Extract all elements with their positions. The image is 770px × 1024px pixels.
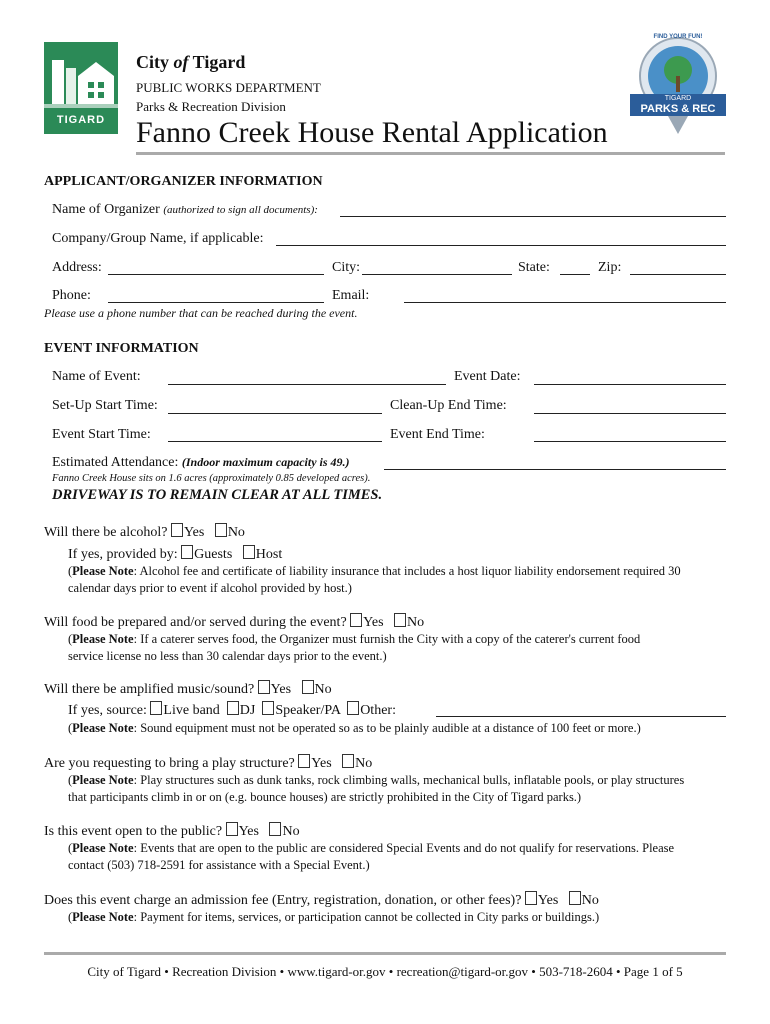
cleanup-field[interactable] (534, 413, 726, 414)
zip-field[interactable] (630, 274, 726, 275)
setup-field[interactable] (168, 413, 382, 414)
alcohol-note: (Please Note: Alcohol fee and certificate of liability insurance that includes a host liquor liability endorsement required 30 calendar days prior to event if alcohol provided by host.) (68, 564, 681, 595)
badge-top-text: FIND YOUR FUN! (653, 34, 703, 40)
fee-no-checkbox[interactable] (569, 891, 581, 905)
music-note: (Please Note: Sound equipment must not be operated so as to be plainly audible at a distance of 100 feet or more.) (68, 721, 641, 735)
city-label: City: (332, 260, 361, 275)
speaker-checkbox[interactable] (262, 701, 274, 715)
end-label: Event End Time: (390, 427, 485, 442)
phone-label: Phone: (52, 288, 91, 303)
event-name-field[interactable] (168, 384, 446, 385)
state-field[interactable] (560, 274, 590, 275)
food-note: (Please Note: If a caterer serves food, the Organizer must furnish the City with a copy of the caterer's current food service license no less than 30 calendar days prior to the event.) (68, 632, 641, 663)
play-question: Are you requesting to bring a play structure? Yes No (44, 756, 373, 771)
other-checkbox[interactable] (347, 701, 359, 715)
public-question: Is this event open to the public? Yes No (44, 824, 300, 839)
guests-checkbox[interactable] (181, 545, 193, 559)
address-label: Address: (52, 260, 102, 275)
alcohol-yes-checkbox[interactable] (171, 523, 183, 537)
play-yes-checkbox[interactable] (298, 754, 310, 768)
cleanup-label: Clean-Up End Time: (390, 398, 507, 413)
organizer-field[interactable] (340, 216, 726, 217)
public-note: (Please Note: Events that are open to the public are considered Special Events and do not qualify for reservations. Please contact (503) 718-2591 for assistance with a Special Event.) (68, 841, 675, 872)
department-name: PUBLIC WORKS DEPARTMENT (136, 80, 321, 95)
event-date-field[interactable] (534, 384, 726, 385)
applicant-heading: APPLICANT/ORGANIZER INFORMATION (44, 174, 323, 189)
email-field[interactable] (404, 302, 726, 303)
badge-main-text: PARKS & REC (640, 103, 716, 115)
phone-note: Please use a phone number that can be reached during the event. (44, 306, 358, 320)
attendance-label: Estimated Attendance: (Indoor maximum capacity is 49.) (52, 455, 350, 470)
organizer-label: Name of Organizer (authorized to sign all documents): (52, 202, 318, 217)
fee-question: Does this event charge an admission fee (Entry, registration, donation, or other fees)? Yes No (44, 893, 599, 908)
company-field[interactable] (276, 245, 726, 246)
acres-note: Fanno Creek House sits on 1.6 acres (approximately 0.85 developed acres). (52, 473, 371, 484)
music-yes-checkbox[interactable] (258, 680, 270, 694)
zip-label: Zip: (598, 260, 622, 275)
host-checkbox[interactable] (243, 545, 255, 559)
start-field[interactable] (168, 441, 382, 442)
parks-rec-badge (628, 30, 728, 136)
page-title: Fanno Creek House Rental Application (136, 116, 608, 149)
food-no-checkbox[interactable] (394, 613, 406, 627)
public-yes-checkbox[interactable] (226, 822, 238, 836)
email-label: Email: (332, 288, 370, 303)
play-no-checkbox[interactable] (342, 754, 354, 768)
music-source: If yes, source: Live band DJ Speaker/PA Other: (68, 703, 396, 718)
food-yes-checkbox[interactable] (350, 613, 362, 627)
fee-yes-checkbox[interactable] (525, 891, 537, 905)
fee-note: (Please Note: Payment for items, services, or participation cannot be collected in City parks or buildings.) (68, 910, 600, 924)
title-rule (136, 152, 725, 155)
dj-checkbox[interactable] (227, 701, 239, 715)
music-no-checkbox[interactable] (302, 680, 314, 694)
public-no-checkbox[interactable] (269, 822, 281, 836)
badge-small-text: TIGARD (664, 95, 692, 102)
music-question: Will there be amplified music/sound? Yes No (44, 682, 332, 697)
other-source-field[interactable] (436, 716, 726, 717)
event-date-label: Event Date: (454, 369, 521, 384)
event-name-label: Name of Event: (52, 369, 141, 384)
address-field[interactable] (108, 274, 324, 275)
live-band-checkbox[interactable] (150, 701, 162, 715)
play-note: (Please Note: Play structures such as dunk tanks, rock climbing walls, mechanical bulls, inflatable pools, or play structures that participants climb in or on (e.g. bounce houses) are strictly prohibited in the City of Tigard parks.) (68, 773, 685, 804)
setup-label: Set-Up Start Time: (52, 398, 158, 413)
division-name: Parks & Recreation Division (136, 99, 286, 114)
city-field[interactable] (362, 274, 512, 275)
company-label: Company/Group Name, if applicable: (52, 231, 264, 246)
alcohol-no-checkbox[interactable] (215, 523, 227, 537)
food-question: Will food be prepared and/or served during the event? Yes No (44, 615, 425, 630)
city-name: City of Tigard (136, 52, 246, 72)
end-field[interactable] (534, 441, 726, 442)
footer-rule (44, 952, 726, 955)
city-logo (44, 42, 118, 134)
start-label: Event Start Time: (52, 427, 151, 442)
alcohol-provider: If yes, provided by: Guests Host (68, 547, 283, 562)
alcohol-question: Will there be alcohol? Yes No (44, 525, 245, 540)
state-label: State: (518, 260, 550, 275)
driveway-notice: DRIVEWAY IS TO REMAIN CLEAR AT ALL TIMES. (52, 487, 383, 503)
footer-text: City of Tigard • Recreation Division • www.tigard-or.gov • recreation@tigard-or.gov • 503-718-2604 • Page 1 of 5 (87, 964, 683, 979)
event-heading: EVENT INFORMATION (44, 341, 199, 356)
phone-field[interactable] (108, 302, 324, 303)
attendance-field[interactable] (384, 469, 726, 470)
logo-text: TIGARD (56, 114, 106, 126)
